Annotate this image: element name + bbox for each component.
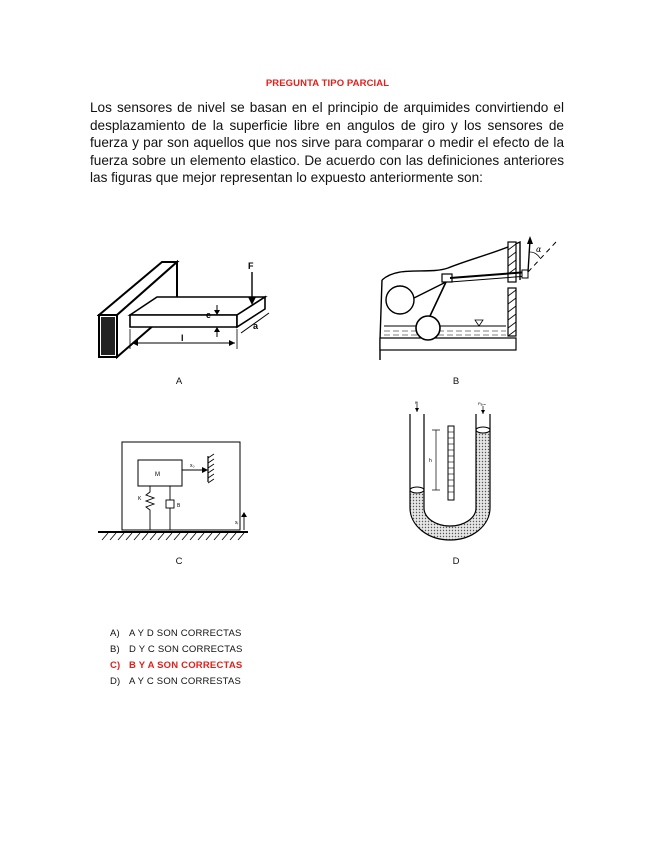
- option-b[interactable]: [110, 642, 243, 658]
- option-letter: A): [110, 628, 120, 639]
- thickness-label: e: [206, 310, 212, 320]
- question-paragraph: Los sensores de nivel se basan en el principio de arquimides convirtiendo el desplazamiento de la superficie libre en angulos de giro y los sensores de fuerza y par son aquellos que nos sirve para comparar o medir el efecto de la fuerza sobre un elemento elastico. De acuerdo con las definiciones anteriores las figuras que mejor representan lo expuesto anteriormente son:: [90, 100, 564, 186]
- angle-label: α: [536, 245, 542, 254]
- option-text: D Y C SON CORRECTAS: [129, 644, 243, 655]
- option-letter: C): [110, 660, 121, 671]
- force-label: F: [248, 261, 254, 271]
- figure-d-caption: D: [452, 556, 460, 567]
- option-text: A Y C SON CORRESTAS: [129, 676, 242, 687]
- figure-a-cantilever: [97, 257, 277, 362]
- pressure-right-label: Pₐₜₘ: [478, 401, 486, 406]
- option-letter: B): [110, 644, 120, 655]
- figure-c-caption: C: [175, 556, 183, 567]
- displacement-out-label: x₀: [190, 463, 195, 469]
- figure-d-u-tube: [400, 400, 500, 545]
- spring-label: K: [138, 496, 142, 502]
- pressure-left-label: P: [415, 400, 418, 405]
- height-label: h: [429, 458, 432, 464]
- figure-c-mass-spring: [98, 436, 248, 546]
- figure-a-caption: A: [175, 376, 183, 387]
- damper-label: B: [177, 503, 181, 509]
- page-title: PREGUNTA TIPO PARCIAL: [265, 78, 390, 89]
- option-letter: D): [110, 676, 121, 687]
- figure-b-float-level: [378, 230, 558, 365]
- figure-b-caption: B: [452, 376, 460, 387]
- option-text: B Y A SON CORRECTAS: [129, 660, 243, 671]
- answer-options: [110, 626, 243, 690]
- length-label: l: [181, 333, 184, 343]
- option-a[interactable]: [110, 626, 243, 642]
- option-d[interactable]: [110, 674, 243, 690]
- mass-label: M: [155, 472, 160, 478]
- option-text: A Y D SON CORRECTAS: [129, 628, 242, 639]
- displacement-in-label: xᵢ: [235, 520, 239, 526]
- width-label: a: [253, 321, 259, 331]
- option-c[interactable]: [110, 658, 243, 674]
